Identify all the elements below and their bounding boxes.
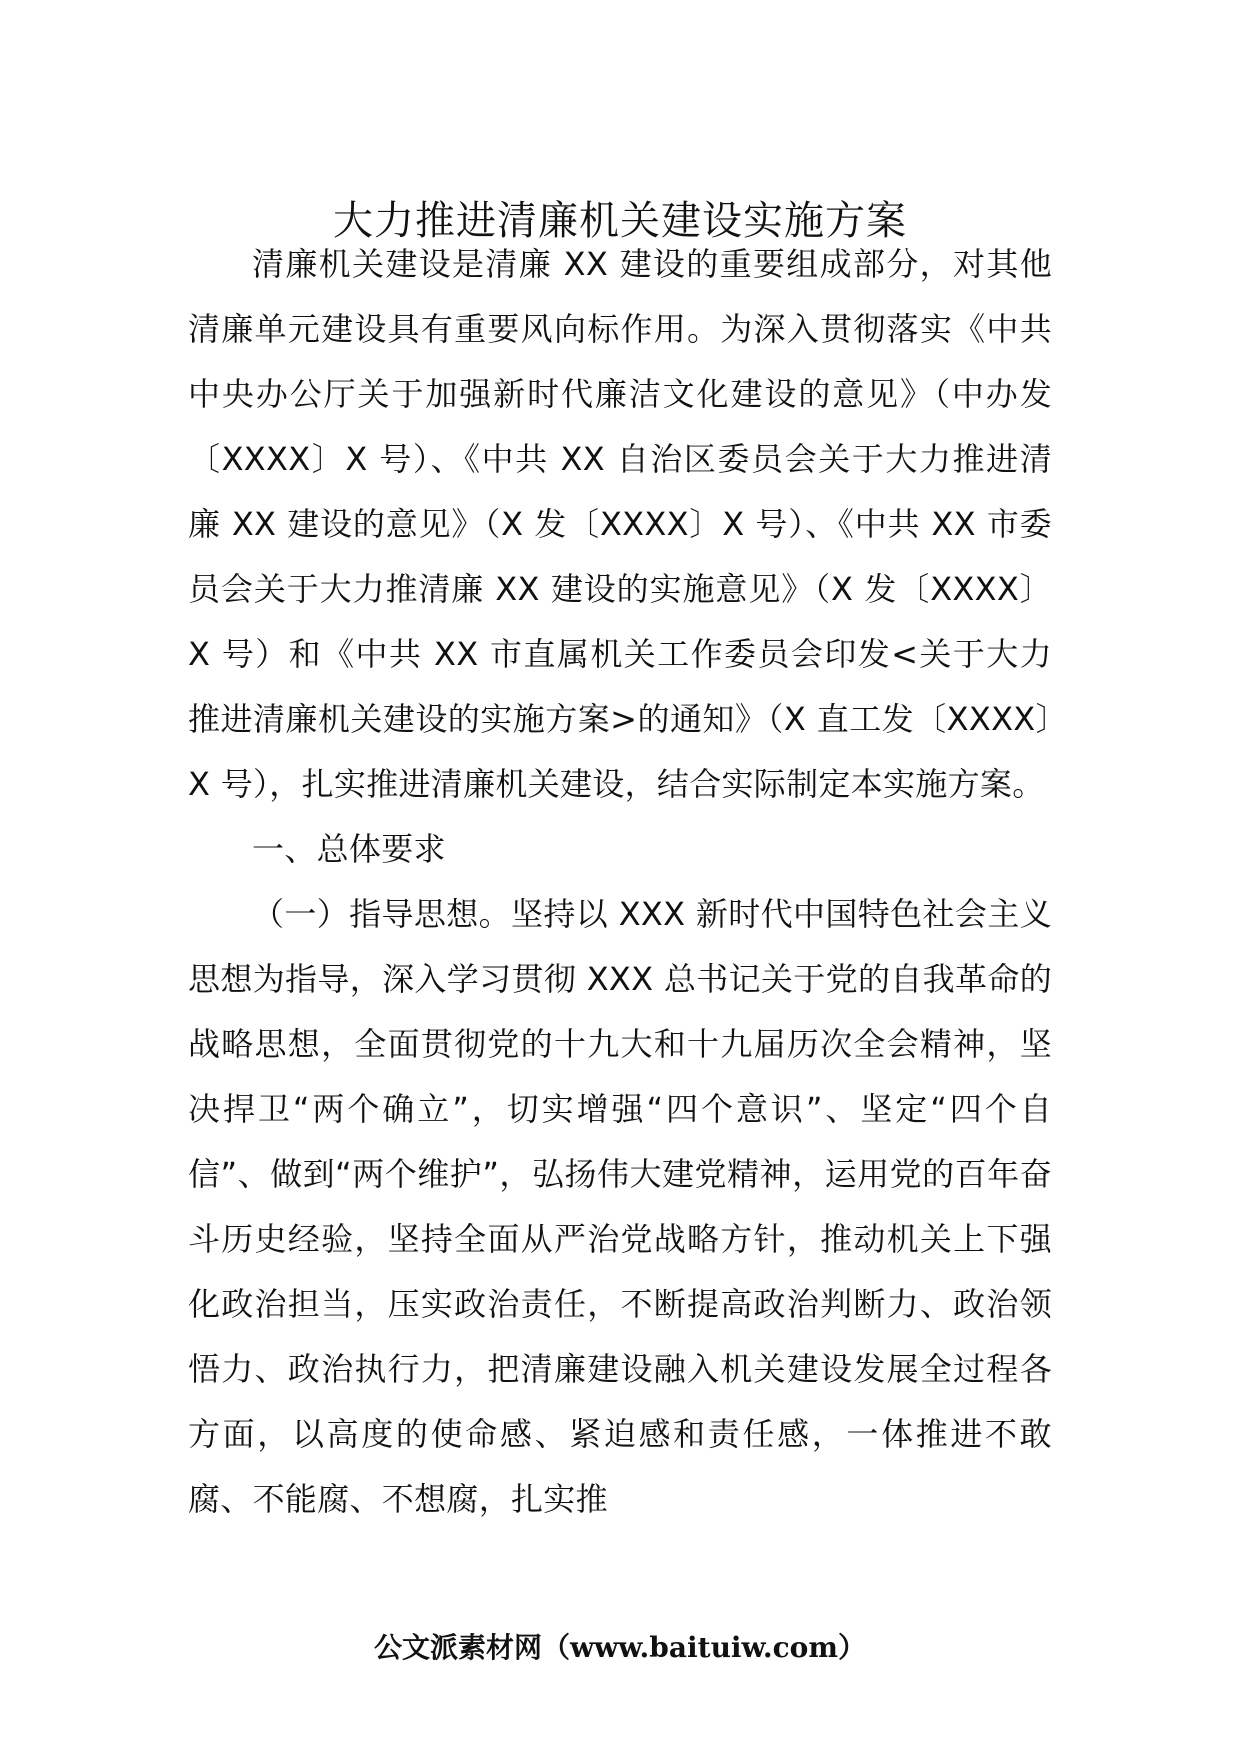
footer-watermark: 公文派素材网（www.baituiw.com） [374,1631,866,1664]
section-heading: 一、总体要求 [252,830,446,868]
document-title: 大力推进清廉机关建设实施方案 [333,197,907,244]
document-body [188,232,1052,1532]
intro-paragraph: 清廉机关建设是清廉 XX 建设的重要组成部分，对其他清廉单元建设具有重要风向标作用。为深入贯彻落实《中共中央办公厅关于加强新时代廉洁文化建设的意见》（中办发〔XXXX〕X 号）、《中共 XX 自治区委员会关于大力推进清廉 XX 建设的意见》（X 发〔XXXX〕X 号）、《中共 XX 市委员会关于大力推清廉 XX 建设的实施意见》（X 发〔XXXX〕X 号）和《中共 XX 市直属机关工作委员会印发<关于大力推进清廉机关建设的实施方案>的通知》（X 直工发〔XXXX〕X 号），扎实推进清廉机关建设，结合实际制定本实施方案。 [188,245,1052,803]
guiding-paragraph: （一）指导思想。坚持以 XXX 新时代中国特色社会主义思想为指导，深入学习贯彻 XXX 总书记关于党的自我革命的战略思想，全面贯彻党的十九大和十九届历次全会精神，坚决捍卫“两个确立”，切实增强“四个意识”、坚定“四个自信”、做到“两个维护”，弘扬伟大建党精神，运用党的百年奋斗历史经验，坚持全面从严治党战略方针，推动机关上下强化政治担当，压实政治责任，不断提高政治判断力、政治领悟力、政治执行力，把清廉建设融入机关建设发展全过程各方面，以高度的使命感、紧迫感和责任感，一体推进不敢腐、不能腐、不想腐，扎实推 [188,895,1052,1518]
